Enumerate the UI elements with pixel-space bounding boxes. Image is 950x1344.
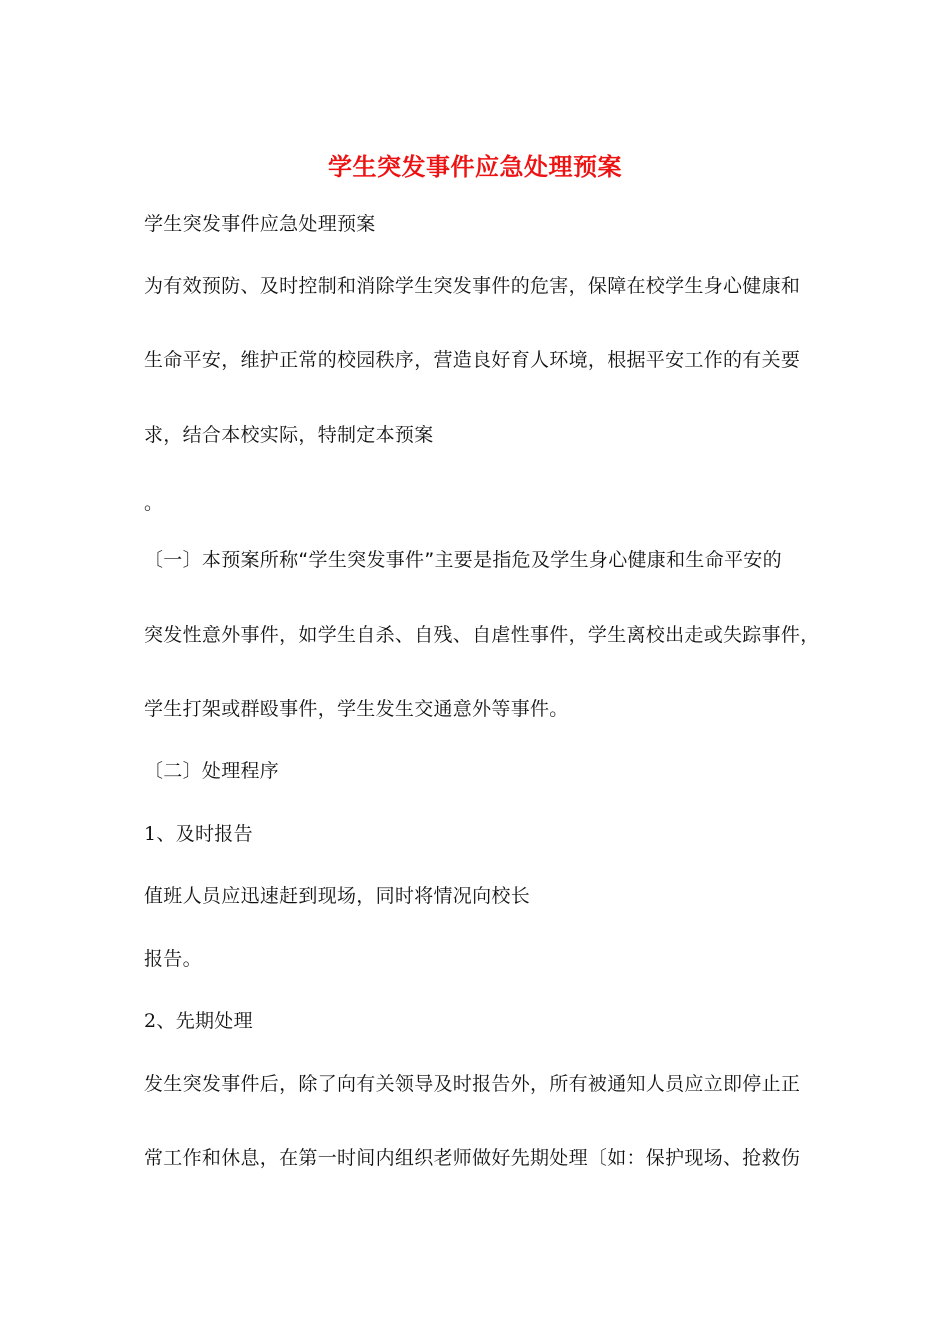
- paragraph-line: 突发性意外事件，如学生自杀、自残、自虐性事件，学生离校出走或失踪事件，: [144, 624, 820, 646]
- section-two-heading: 〔二〕处理程序: [144, 760, 280, 782]
- paragraph-line: 常工作和休息，在第一时间内组织老师做好先期处理〔如：保护现场、抢救伤: [144, 1147, 801, 1169]
- paragraph-line: 生命平安，维护正常的校园秩序，营造良好育人环境，根据平安工作的有关要: [144, 349, 801, 371]
- step-two-heading: 2、先期处理: [144, 1010, 253, 1032]
- subtitle-line: 学生突发事件应急处理预案: [144, 213, 376, 235]
- paragraph-line: 为有效预防、及时控制和消除学生突发事件的危害，保障在校学生身心健康和: [144, 275, 801, 297]
- document-title: 学生突发事件应急处理预案: [328, 152, 622, 181]
- paragraph-line: 求，结合本校实际，特制定本预案: [144, 424, 434, 446]
- step-one-heading: 1、及时报告: [144, 823, 253, 845]
- section-one-line: 〔一〕本预案所称“学生突发事件”主要是指危及学生身心健康和生命平安的: [144, 549, 782, 571]
- paragraph-line: 值班人员应迅速赶到现场，同时将情况向校长: [144, 885, 531, 907]
- paragraph-line: 报告。: [144, 948, 202, 970]
- paragraph-line: 发生突发事件后，除了向有关领导及时报告外，所有被通知人员应立即停止正: [144, 1073, 801, 1095]
- paragraph-line: 学生打架或群殴事件，学生发生交通意外等事件。: [144, 698, 569, 720]
- paragraph-line: 。: [144, 492, 164, 514]
